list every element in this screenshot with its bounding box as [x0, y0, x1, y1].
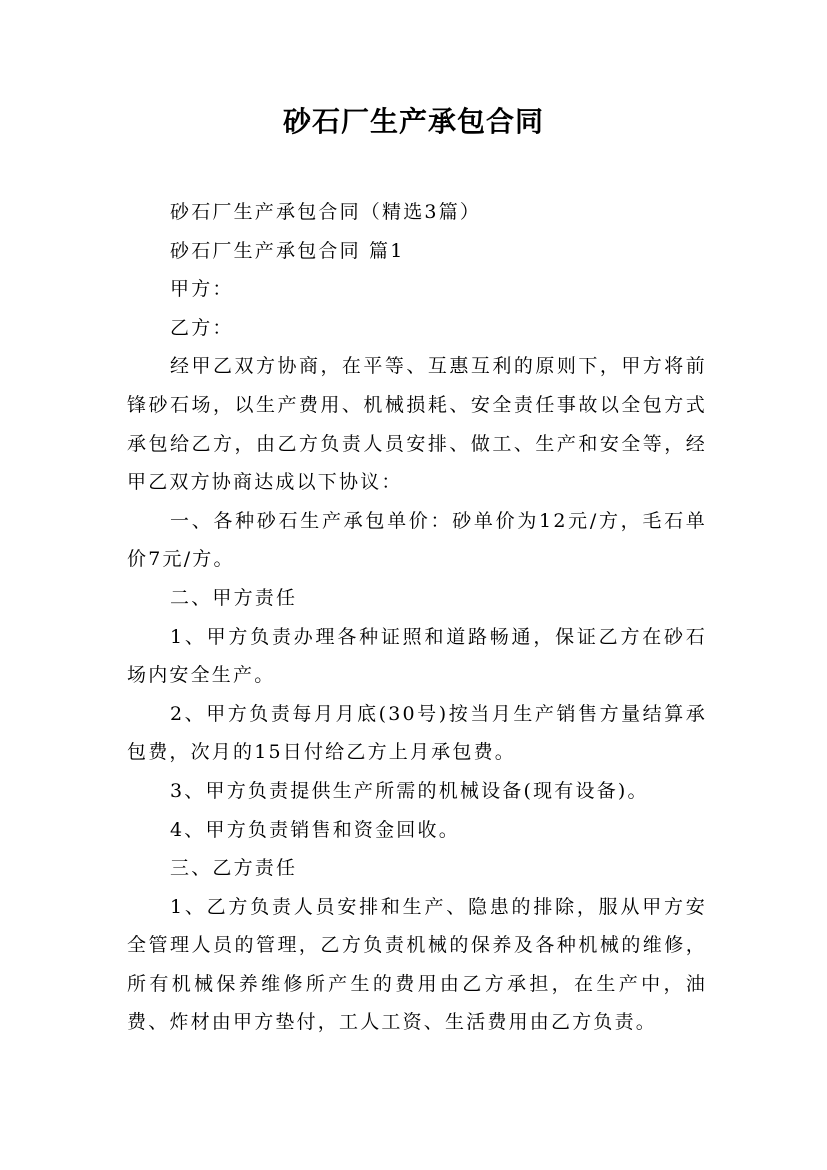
- paragraph-party-a-duty-4: 4、甲方负责销售和资金回收。: [170, 818, 460, 841]
- document-title: 砂石厂生产承包合同: [282, 105, 544, 138]
- paragraph-heading-selection: 砂石厂生产承包合同（精选3篇）: [170, 201, 482, 223]
- paragraph-party-b: 乙方：: [170, 316, 234, 339]
- paragraph-section-party-a-duties: 二、甲方责任: [170, 586, 298, 609]
- paragraph-preamble: 经甲乙双方协商，在平等、互惠互利的原则下，甲方将前锋砂石场，以生产费用、机械损耗、安全责任事故以全包方式承包给乙方，由乙方负责人员安排、做工、生产和安全等，经甲乙双方协商达成以下协议：: [127, 355, 707, 494]
- paragraph-party-b-duty-1: 1、乙方负责人员安排和生产、隐患的排除，服从甲方安全管理人员的管理，乙方负责机械的保养及各种机械的维修，所有机械保养维修所产生的费用由乙方承担，在生产中，油费、炸材由甲方垫付，工人工资、生活费用由乙方负责。: [127, 895, 707, 1034]
- paragraph-party-a-duty-2: 2、甲方负责每月月底(30号)按当月生产销售方量结算承包费，次月的15日付给乙方上月承包费。: [127, 702, 707, 764]
- paragraph-party-a: 甲方：: [170, 278, 234, 301]
- paragraph-section-party-b-duties: 三、乙方责任: [170, 857, 298, 880]
- paragraph-party-a-duty-1: 1、甲方负责办理各种证照和道路畅通，保证乙方在砂石场内安全生产。: [127, 625, 707, 687]
- document-body: [127, 193, 707, 1042]
- paragraph-clause-1-price: 一、各种砂石生产承包单价：砂单价为12元/方，毛石单价7元/方。: [127, 509, 707, 571]
- paragraph-party-a-duty-3: 3、甲方负责提供生产所需的机械设备(现有设备)。: [170, 779, 649, 802]
- paragraph-heading-part-1: 砂石厂生产承包合同 篇1: [170, 239, 405, 262]
